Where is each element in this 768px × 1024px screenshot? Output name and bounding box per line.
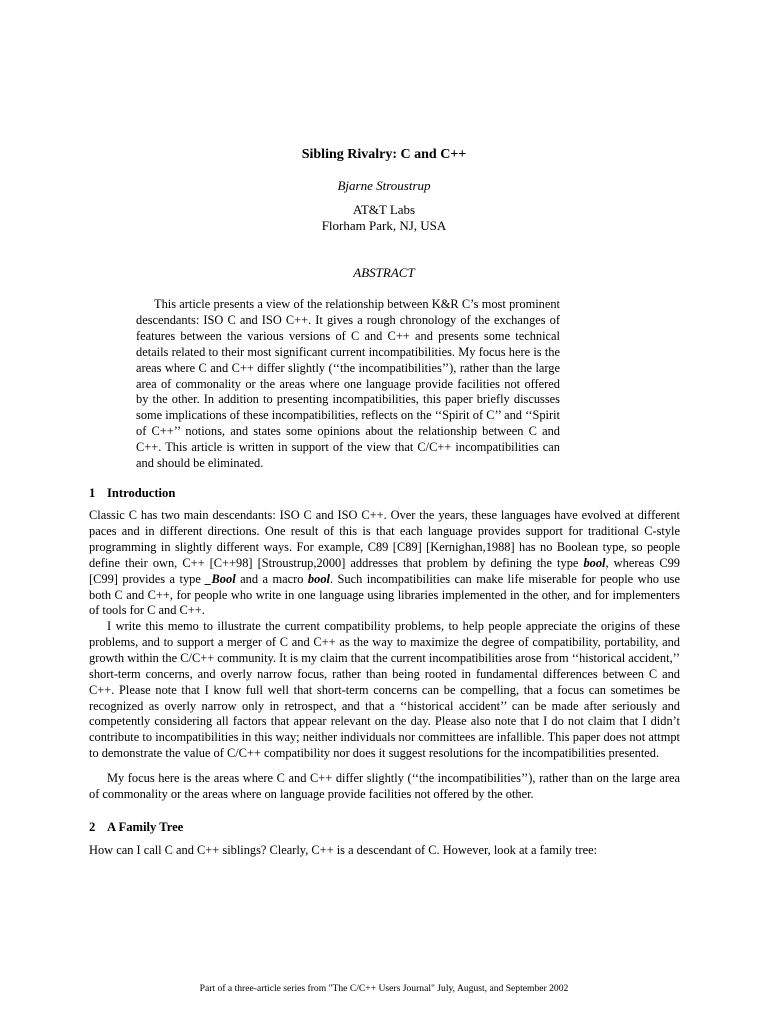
intro-paragraph-3: My focus here is the areas where C and C++ differ slightly (‘‘the incompatibilities’’), rather than on the large area of commonality or the areas where on language provide facilities not offered by the other. (89, 771, 680, 801)
code-keyword-bool-macro: bool (307, 571, 330, 586)
section-heading-family-tree (89, 820, 183, 835)
paper-title: Sibling Rivalry: C and C++ (301, 147, 467, 162)
section-title: Introduction (107, 486, 176, 500)
page-footer: Part of a three-article series from "The C/C++ Users Journal" July, August, and September 2002 (199, 983, 569, 994)
paragraph-text: . Such incompatibilities can make life miserable for people who use both C and C++, for people who write in one language using libraries implemented in the other, and for implementers of tools for C and C++. (89, 571, 680, 618)
paragraph-text: and a macro (235, 571, 308, 586)
abstract-heading: ABSTRACT (353, 265, 415, 280)
section-heading-introduction (89, 486, 175, 501)
code-keyword-_Bool: _Bool (205, 571, 236, 586)
affiliation-location: Florham Park, NJ, USA (321, 218, 447, 233)
intro-paragraph-1 (89, 508, 680, 619)
code-keyword-bool: bool (583, 555, 606, 570)
section-number: 1 (89, 486, 96, 500)
paragraph-text: , whereas C99 [C99] provides a type (89, 555, 680, 586)
family-tree-paragraph-1: How can I call C and C++ siblings? Clearly, C++ is a descendant of C. However, look at a family tree: (89, 843, 598, 857)
author-name: Bjarne Stroustrup (337, 178, 431, 193)
intro-paragraph-2: I write this memo to illustrate the current compatibility problems, to help people appreciate the origins of these problems, and to support a merger of C and C++ as the way to maximize the degree of compatibility, portability, and growth within the C/C++ community. It is my claim that the current incompatibilities arose from ‘‘historical accident,’’ short-term concerns, and overly narrow focus, rather than being rooted in fundamental differences between C and C++. Please note that I know full well that short-term concerns can be compelling, that a focus can sometimes be recognized as overly narrow only in retrospect, and that a ‘‘historical accident’’ can be made after seriously and competently considering all factors that appear relevant on the day. Please also note that I do not claim that I didn’t contribute to incompatibilities in this way; neither individuals nor committees are infallible. This paper does not attmpt to demonstrate the value of C/C++ compatibility nor does it suggest resolutions for the incompatibilities presented. (89, 619, 680, 761)
affiliation-organization: AT&T Labs (352, 202, 416, 217)
section-number: 2 (89, 820, 96, 834)
abstract-text: This article presents a view of the relationship between K&R C’s most prominent descendants: ISO C and ISO C++. It gives a rough chronology of the exchanges of features between the various versions of C and C++ and presents some technical details related to their most significant current incompatibilities. My focus here is the areas where C and C++ differ slightly (‘‘the incompatibilities’’), rather than the large area of commonality or the areas where one language provide facilities not offered by the other. In addition to presenting incompatibilities, this paper briefly discusses some implications of these incompatibilities, reflects on the ‘‘Spirit of C’’ and ‘‘Spirit of C++’’ notions, and states some opinions about the relationship between C and C++. This article is written in support of the view that C/C++ incompatibilities can and should be eliminated. (136, 297, 560, 471)
section-title: A Family Tree (107, 820, 184, 834)
paragraph-text: Classic C has two main descendants: ISO C and ISO C++. Over the years, these languages have evolved at different paces and in different directions. One result of this is that each language provides support for traditional C-style programming in slightly different ways. For example, C89 [C89] [Kernighan,1988] has no Boolean type, so people define their own, C++ [C++98] [Stroustrup,2000] addresses that problem by defining the type (89, 508, 680, 570)
